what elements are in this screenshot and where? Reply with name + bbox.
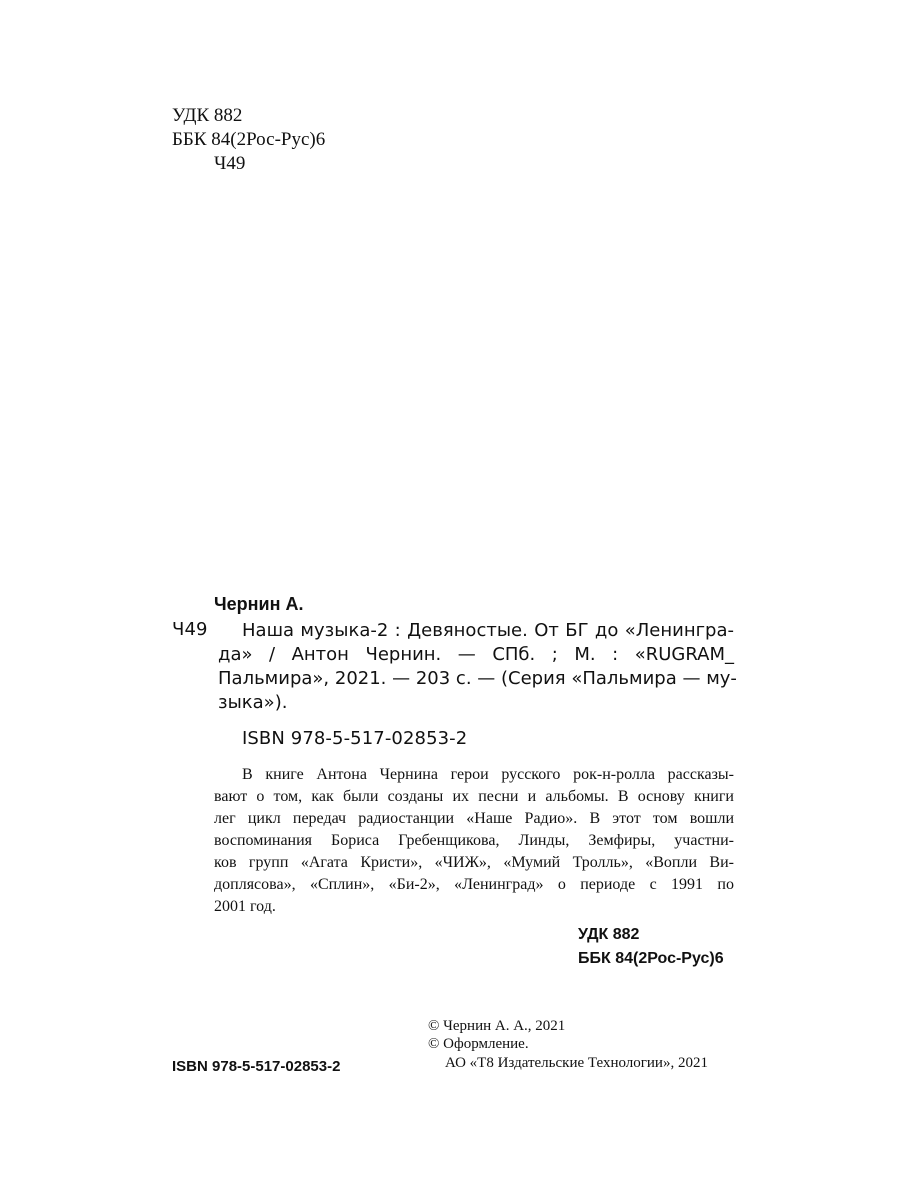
classification-udk: УДК 882 bbox=[578, 926, 640, 943]
annotation-line-1: В книге Антона Чернина герои русского рок-н-ролла рассказы- bbox=[242, 766, 734, 783]
annotation-line-4: воспоминания Бориса Гребенщикова, Линды, Земфиры, участни- bbox=[214, 832, 734, 849]
header-udk: УДК 882 bbox=[172, 105, 243, 126]
catalog-isbn: ISBN 978-5-517-02853-2 bbox=[242, 728, 468, 749]
catalog-entry-line-1: Наша музыка-2 : Девяностые. От БГ до «Ленингра- bbox=[242, 620, 734, 641]
catalog-entry-line-4: зыка»). bbox=[218, 692, 288, 713]
catalog-entry-line-2: да» / Антон Чернин. — СПб. ; М. : «RUGRAM_ bbox=[218, 644, 734, 665]
annotation-line-5: ков групп «Агата Кристи», «ЧИЖ», «Мумий Тролль», «Вопли Ви- bbox=[214, 854, 734, 871]
copyright-author: © Чернин А. А., 2021 bbox=[428, 1018, 566, 1034]
footer-isbn: ISBN 978-5-517-02853-2 bbox=[172, 1058, 341, 1075]
catalog-entry-line-3: Пальмира», 2021. — 203 с. — (Серия «Пальмира — му- bbox=[218, 668, 737, 689]
annotation-line-6: доплясова», «Сплин», «Би-2», «Ленинград» о периоде с 1991 по bbox=[214, 876, 734, 893]
annotation-line-3: лег цикл передач радиостанции «Наше Радио». В этот том вошли bbox=[214, 810, 734, 827]
header-author-mark: Ч49 bbox=[214, 153, 246, 174]
copyright-publisher: АО «Т8 Издательские Технологии», 2021 bbox=[445, 1055, 708, 1071]
annotation-line-2: вают о том, как были созданы их песни и альбомы. В основу книги bbox=[214, 788, 734, 805]
annotation-line-7: 2001 год. bbox=[214, 898, 276, 915]
classification-bbk: ББК 84(2Рос-Рус)6 bbox=[578, 950, 724, 967]
catalog-mark: Ч49 bbox=[172, 619, 208, 640]
copyright-design: © Оформление. bbox=[428, 1036, 529, 1052]
header-bbk: ББК 84(2Рос-Рус)6 bbox=[172, 129, 326, 150]
catalog-author: Чернин А. bbox=[214, 594, 304, 614]
